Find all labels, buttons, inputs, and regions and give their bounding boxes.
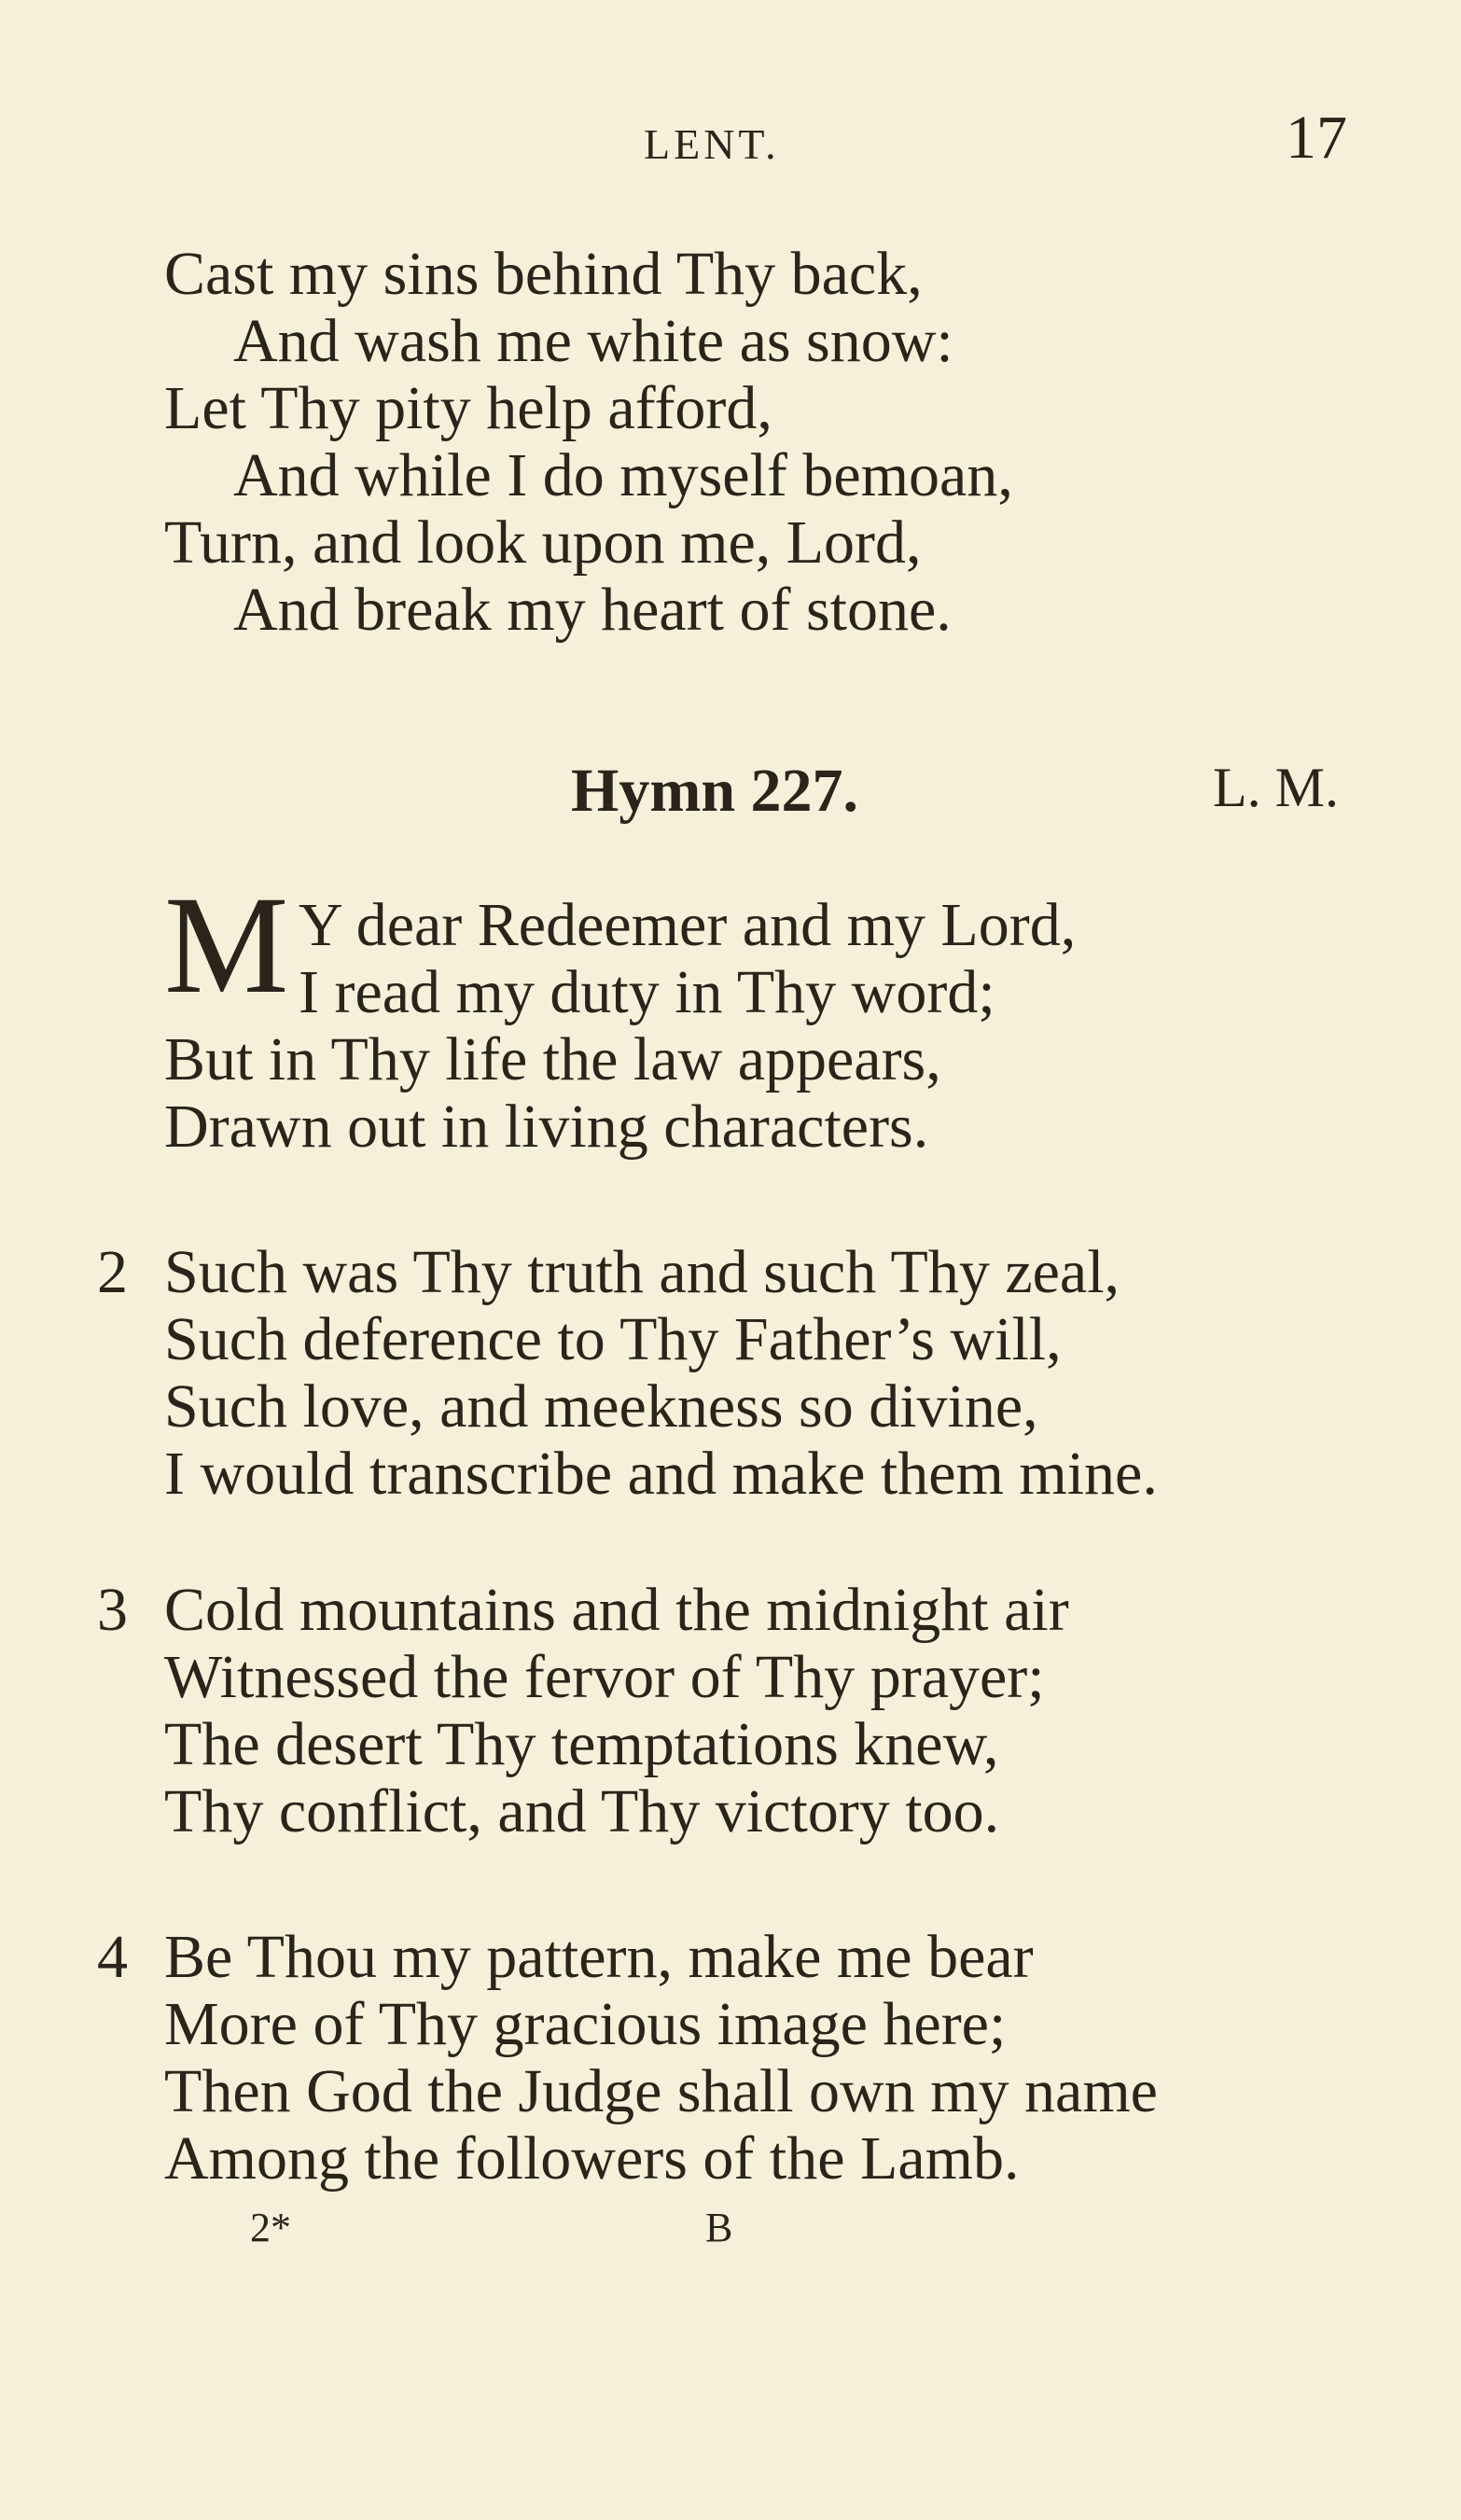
hymn-heading: Hymn 227. [571,757,859,825]
verse-line: And break my heart of stone. [233,576,952,644]
verse-line: Be Thou my pattern, make me bear [164,1923,1034,1991]
verse-line: Y dear Redeemer and my Lord, [299,891,1077,959]
stanza-number: 2 [97,1238,128,1306]
verse-line: Let Thy pity help afford, [164,374,772,442]
verse-line: I would transcribe and make them mine. [164,1440,1158,1508]
stanza-number: 4 [97,1923,128,1991]
verse-line: And while I do myself bemoan, [233,441,1013,509]
printer-signature: 2* [250,2205,291,2250]
verse-line: And wash me white as snow: [233,307,953,375]
verse-line: Thy conflict, and Thy victory too. [164,1777,1000,1845]
verse-line: Such love, and meekness so divine, [164,1372,1038,1441]
stanza-number: 3 [97,1576,128,1644]
verse-line: Such was Thy truth and such Thy zeal, [164,1238,1120,1306]
verse-line: Witnessed the fervor of Thy prayer; [164,1643,1045,1711]
verse-line: More of Thy gracious image here; [164,1990,1007,2058]
verse-line: Among the followers of the Lamb. [164,2124,1020,2193]
verse-line: Then God the Judge shall own my name [164,2057,1158,2125]
drop-cap: M [164,868,289,1023]
verse-line: I read my duty in Thy word; [299,958,995,1026]
verse-line: Drawn out in living characters. [164,1093,929,1161]
page-number: 17 [1286,104,1347,172]
verse-line: But in Thy life the law appears, [164,1025,941,1093]
hymn-meter: L. M. [1213,757,1339,818]
verse-line: Cold mountains and the midnight air [164,1576,1069,1644]
verse-line: Such deference to Thy Father’s will, [164,1305,1062,1373]
verse-line: Cast my sins behind Thy back, [164,240,923,308]
verse-line: Turn, and look upon me, Lord, [164,508,922,577]
verse-line: The desert Thy temptations knew, [164,1710,999,1778]
signature-mark: B [705,2205,733,2250]
running-header: LENT. [644,120,780,168]
